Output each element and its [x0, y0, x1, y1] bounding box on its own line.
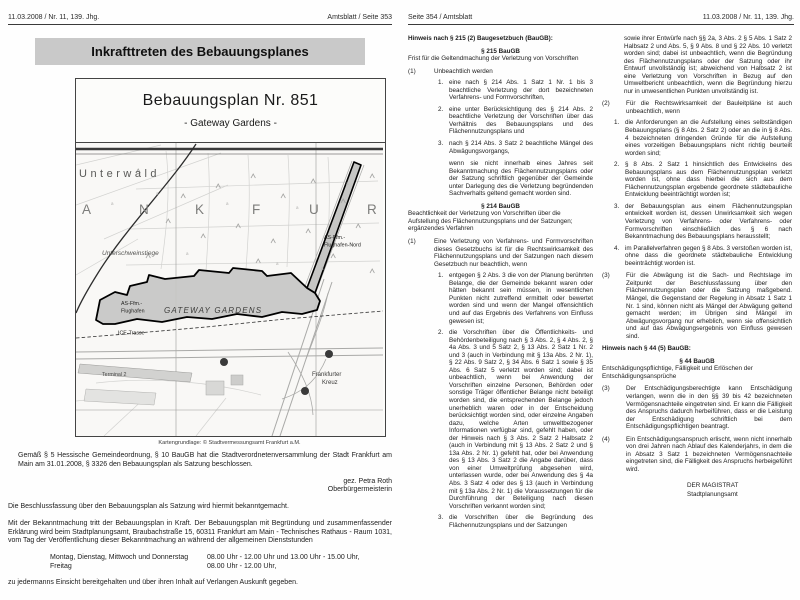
item-number: 1. — [614, 119, 620, 127]
paragraph-44-4 — [602, 436, 792, 474]
plan-map-figure — [75, 78, 386, 437]
list-item — [438, 514, 593, 529]
list-item — [614, 161, 792, 199]
section-214-heading: § 214 BauGB — [481, 202, 520, 210]
item-text: § 8 Abs. 2 Satz 1 hinsichtlich des Entwickelns des Bebauungsplans aus dem Flächennutzungsplan verletzt worden ist, ohne dass hierbei die sich aus dem Flächennutzungsplan ergebende geordnete städtebauliche Entwicklung beeinträchtigt worden ist; — [625, 161, 792, 199]
gazette-page-354 — [408, 14, 794, 529]
item-text: im Parallelverfahren gegen § 8 Abs. 3 verstoßen worden ist, ohne dass die geordnete städtebauliche Entwicklung beeinträchtigt worden ist. — [625, 244, 792, 267]
paragraph-number: (3) — [602, 272, 610, 280]
item-number: 3. — [438, 514, 444, 522]
svg-text:K: K — [195, 202, 205, 217]
signature-block — [8, 478, 392, 496]
svg-text:Flughafen-Nord: Flughafen-Nord — [324, 242, 361, 249]
svg-text:F: F — [252, 202, 261, 217]
closing-paragraph: zu jedermanns Einsicht bereitgehalten und über ihren Inhalt auf Verlangen Auskunft gegeben. — [8, 579, 298, 587]
map-illustration — [76, 143, 383, 436]
svg-text:a: a — [346, 181, 349, 186]
gazette-page-353 — [8, 14, 392, 595]
item-text: der Bebauungsplan aus einem Flächennutzungsplan entwickelt worden ist, dessen Unwirksamkeit sich wegen Verletzung von Verfahrens- oder Verfahrens- oder Formvorschriften einschließlich des § 6 nach Bekanntmachung des Bebauungsplans herausstellt; — [625, 202, 792, 241]
item-text: nach § 214 Abs. 3 Satz 2 beachtliche Mängel des Abwägungsvorgangs, — [449, 140, 593, 155]
svg-text:a: a — [156, 191, 159, 196]
map-title: Bebauungsplan Nr. 851 — [142, 92, 319, 109]
legal-text-columns — [408, 35, 794, 529]
magistrat-line: DER MAGISTRAT — [687, 482, 739, 490]
svg-text:Frankfurter: Frankfurter — [312, 372, 342, 378]
resolution-paragraph: Gemäß § 5 Hessische Gemeindeordnung, § 10 BauGB hat die Stadtverordnetenversammlung der Stadt Frankfurt am Main am 31.01.2008, § 3326 den Bebauungsplan als Satzung beschlossen. — [18, 452, 392, 468]
item-text: die Vorschriften über die Begründung des Flächennutzungsplans und der Satzungen — [449, 514, 593, 529]
signature-name: gez. Petra Roth — [343, 477, 392, 485]
svg-text:a: a — [296, 205, 299, 210]
office-hours-times: 08.00 Uhr - 12.00 Uhr, — [207, 563, 277, 571]
paragraph-number: (2) — [602, 100, 610, 108]
paragraph-text: Für die Rechtswirksamkeit der Bauleitpläne ist auch unbeachtlich, wenn — [626, 100, 792, 115]
list-item — [614, 245, 792, 268]
item-text: eine unter Berücksichtigung des § 214 Abs. 2 beachtliche Verletzung der Vorschriften über das Verhältnis des Bebauungsplans und des Flächennutzungsplans und — [449, 105, 593, 136]
svg-text:N: N — [139, 202, 149, 217]
map-title-block — [76, 79, 385, 143]
item-number: 1. — [438, 79, 444, 87]
paragraph-text: Unbeachtlich werden — [434, 67, 493, 75]
map-label-terminal-2: Terminal 2 — [102, 372, 127, 378]
page-header — [408, 14, 794, 25]
stadtplanungsamt-line: Stadtplanungsamt — [687, 490, 738, 498]
list-item — [438, 272, 593, 325]
paragraph-number: (1) — [408, 67, 416, 75]
svg-text:a: a — [226, 201, 229, 206]
item-number: 2. — [438, 329, 444, 337]
office-hours-days: Freitag — [50, 563, 72, 571]
svg-text:a: a — [321, 266, 324, 271]
item-number: 3. — [438, 140, 444, 148]
svg-text:a: a — [111, 201, 114, 206]
announcement-paragraph: Die Beschlussfassung über den Bebauungsplan als Satzung wird hiermit bekanntgemacht. — [8, 503, 289, 510]
svg-text:a: a — [186, 251, 189, 256]
item-text: die Anforderungen an die Aufstellung eines selbständigen Bebauungsplans (§ 8 Abs. 2 Satz 2) oder an die in § 8 Abs. 4 bezeichneten dringenden Gründe für die Aufstellung eines vorzeitigen Bebauungsplans nicht richtig beurteilt worden sind; — [625, 119, 792, 157]
paragraph-215-1 — [408, 68, 593, 76]
closing-clause-215: wenn sie nicht innerhalb eines Jahres seit Bekanntmachung des Flächennutzungsplans oder der Satzung schriftlich gegenüber der Gemeinde unter Darlegung des die Verletzung begründenden Sachverhalts geltend gemacht worden sind. — [449, 160, 593, 198]
paragraph-44-3 — [602, 385, 792, 430]
paragraph-text: Der Entschädigungsberechtigte kann Entschädigung verlangen, wenn die in den §§ 39 bis 42 bezeichneten Vermögensnachteile eingetreten sind. Er kann die Fälligkeit des Anspruchs dadurch herbeiführen, dass er die Leistung der Entschädigung schriftlich bei dem Entschädigungspflichtigen beantragt. — [626, 385, 792, 431]
office-hours-times: 08.00 Uhr - 12.00 Uhr und 13.00 Uhr - 15.00 Uhr, — [207, 554, 360, 561]
map-label-gateway-gardens: GATEWAY GARDENS — [164, 306, 263, 315]
svg-text:R: R — [367, 202, 377, 217]
svg-text:AS-Ffm.-: AS-Ffm.- — [324, 235, 346, 241]
office-hours-days: Montag, Dienstag, Mittwoch und Donnerstag — [50, 554, 189, 561]
map-subtitle: - Gateway Gardens - — [184, 118, 277, 129]
paragraph-214-2 — [602, 100, 792, 115]
list-item — [438, 329, 593, 510]
legal-column-1 — [408, 35, 593, 529]
hinweis-44-heading: Hinweis nach § 44 (5) BauGB: — [602, 345, 691, 353]
item-number: 2. — [438, 105, 444, 113]
section-44-subtitle: Entschädigungspflichtige, Fälligkeit und Erlöschen der Entschädigungsansprüche — [602, 365, 753, 380]
item-text: die Vorschriften über die Öffentlichkeits- und Behördenbeteiligung nach § 3 Abs. 2, § 4 Abs. 2, § 4a Abs. 3 und 5 Satz 2, § 13 Abs. 2 Satz 1 Nr. 2 und 3 (auch in Verbindung mit § 13a Abs. 2 Nr. 1), § 22 Abs. 9 Satz 2, § 34 Abs. 6 Satz 1 sowie § 35 Abs. 6 Satz 5 verletzt worden sind; dabei ist unbeachtlich, wenn bei Anwendung der Vorschriften einzelne Personen, Behörden oder sonstige Träger öffentlicher Belange nicht beteiligt worden sind, die entsprechenden Belange jedoch unerheblich waren oder in der Entscheidung berücksichtigt worden sind, oder einzelne Angaben dazu, welche Arten umweltbezogener Informationen verfügbar sind, gefehlt haben, oder der Hinweis nach § 3 Abs. 2 Satz 2 Halbsatz 2 (auch in Verbindung mit § 13 Abs. 2 Satz 2 und § 13a Abs. 2 Nr. 1) gefehlt hat, oder bei Anwendung des § 13 Abs. 3 Satz 2 die Angabe darüber, dass von einer Umweltprüfung abgesehen wird, unterlassen wurde, oder bei Anwendung des § 4a Abs. 3 Satz 4 oder des § 13 (auch in Verbindung mit § 13a Abs. 2 Nr. 1) die Voraussetzungen für die Durchführung der Beteiligung nach diesen Vorschriften verkannt worden sind; — [449, 329, 593, 510]
map-label-as-sued — [121, 301, 145, 315]
list-item — [614, 203, 792, 241]
office-hours — [50, 553, 392, 571]
availability-paragraph: Mit der Bekanntmachung tritt der Bebauungsplan in Kraft. Der Bebauungsplan mit Begründung und zusammenfassender Erklärung wird beim Stadtplanungsamt, Braubachstraße 15, 60311 Frankfurt am Main - Technisches Rathaus - Raum 1031, vom Tag der Veröffentlichung dieser Bekanntmachung an während der allgemeinen Dienststunden — [8, 519, 392, 545]
list-item — [438, 140, 593, 155]
item-number: 4. — [614, 244, 620, 252]
header-page-number: Amtsblatt / Seite 353 — [327, 14, 392, 21]
map-source-caption: Kartengrundlage: © Stadtvermessungsamt Frankfurt a.M. — [158, 440, 301, 446]
paragraph-214-1 — [408, 238, 593, 268]
item-text: entgegen § 2 Abs. 3 die von der Planung berührten Belange, die der Gemeinde bekannt waren oder hätten bekannt sein müssen, in wesentlichen Punkten nicht zutreffend ermittelt oder bewertet worden sind und wenn der Mangel offensichtlich und auf das Ergebnis des Verfahrens von Einfluss gewesen ist; — [449, 272, 593, 325]
article-title: Inkrafttreten des Bebauungsplanes — [35, 38, 365, 65]
map-label-ice-trasse: ICE-Trasse — [118, 330, 145, 337]
section-44-heading: § 44 BauGB — [679, 357, 715, 365]
paragraph-text: Für die Abwägung ist die Sach- und Rechtslage im Zeitpunkt der Beschlussfassung über den Flächennutzungsplan oder die Satzung maßgebend. Mängel, die Gegenstand der Regelung in Absatz 1 Satz 1 Nr. 1 sind, können nicht als Mängel der Abwägung geltend gemacht werden; im Übrigen sind Mängel im Abwägungsvorgang nur erheblich, wenn sie offensichtlich und auf das Abwägungsergebnis von Einfluss gewesen sind. — [626, 272, 792, 340]
map-label-unterschweinstiege: Unterschweinstiege — [102, 250, 159, 257]
page-header — [8, 14, 392, 25]
paragraph-text: Eine Verletzung von Verfahrens- und Formvorschriften dieses Gesetzbuchs ist für die Rechtswirksamkeit des Flächennutzungsplans und der Satzungen nach diesem Gesetzbuch nur beachtlich, wenn — [434, 238, 593, 268]
legal-column-2 — [602, 35, 792, 529]
svg-text:A: A — [82, 202, 92, 217]
item-number: 1. — [438, 272, 444, 280]
magistrat-signature — [687, 482, 792, 498]
paragraph-number: (4) — [602, 435, 610, 443]
continuation-text: sowie ihrer Entwürfe nach §§ 2a, 3 Abs. 2 § 5 Abs. 1 Satz 2 Halbsatz 2 und Abs. 5, § 9 Abs. 8 und § 22 Abs. 10 verletzt worden sind; dabei ist unbeachtlich, wenn die Begründung des Flächennutzungsplans oder der Satzung oder ihr Entwurf unvollständig ist; abweichend von Halbsatz 2 ist eine Verletzung von Vorschriften in Bezug auf den Umweltbericht unbeachtlich, wenn die Begründung hierzu nur in unwesentlichen Punkten unvollständig ist. — [624, 35, 792, 95]
svg-text:a: a — [276, 261, 279, 266]
header-date: 11.03.2008 / Nr. 11, 139. Jhg. — [8, 14, 100, 21]
svg-text:Kreuz: Kreuz — [322, 380, 338, 386]
item-number: 2. — [614, 161, 620, 169]
office-hours-row — [50, 553, 392, 562]
office-hours-row — [50, 562, 392, 571]
svg-text:U: U — [309, 202, 319, 217]
section-215-heading: § 215 BauGB — [481, 47, 520, 55]
header-date: 11.03.2008 / Nr. 11, 139. Jhg. — [702, 14, 794, 21]
item-number: 3. — [614, 202, 620, 210]
paragraph-text: Ein Entschädigungsanspruch erlischt, wenn nicht innerhalb von drei Jahren nach Ablauf des Kalenderjahrs, in dem die in Absatz 3 Satz 1 bezeichneten Vermögensnachteile eingetreten sind, die Fälligkeit des Anspruchs herbeigeführt wird. — [626, 435, 792, 473]
signature-title: Oberbürgermeisterin — [327, 486, 392, 494]
list-item — [438, 106, 593, 136]
svg-text:AS-Ffm.-: AS-Ffm.- — [121, 301, 143, 307]
section-214-subtitle: Beachtlichkeit der Verletzung von Vorschriften über die Aufstellung des Flächennutzungsplans und der Satzungen; ergänzendes Verfahren — [408, 210, 573, 233]
list-item — [614, 119, 792, 157]
section-215-subtitle: Frist für die Geltendmachung der Verletzung von Vorschriften — [408, 55, 579, 63]
map-label-unterwald: Unterwald — [79, 168, 161, 180]
paragraph-214-3 — [602, 272, 792, 340]
header-page-number: Seite 354 / Amtsblatt — [408, 14, 473, 21]
svg-text:Flughafen: Flughafen — [121, 308, 145, 315]
item-text: eine nach § 214 Abs. 1 Satz 1 Nr. 1 bis 3 beachtliche Verletzung der dort bezeichneten Verfahrens- und Formvorschriften, — [449, 79, 593, 102]
paragraph-number: (1) — [408, 238, 416, 246]
list-item — [438, 79, 593, 102]
paragraph-number: (3) — [602, 385, 610, 393]
hinweis-215-heading: Hinweis nach § 215 (2) Baugesetzbuch (BauGB): — [408, 35, 553, 42]
